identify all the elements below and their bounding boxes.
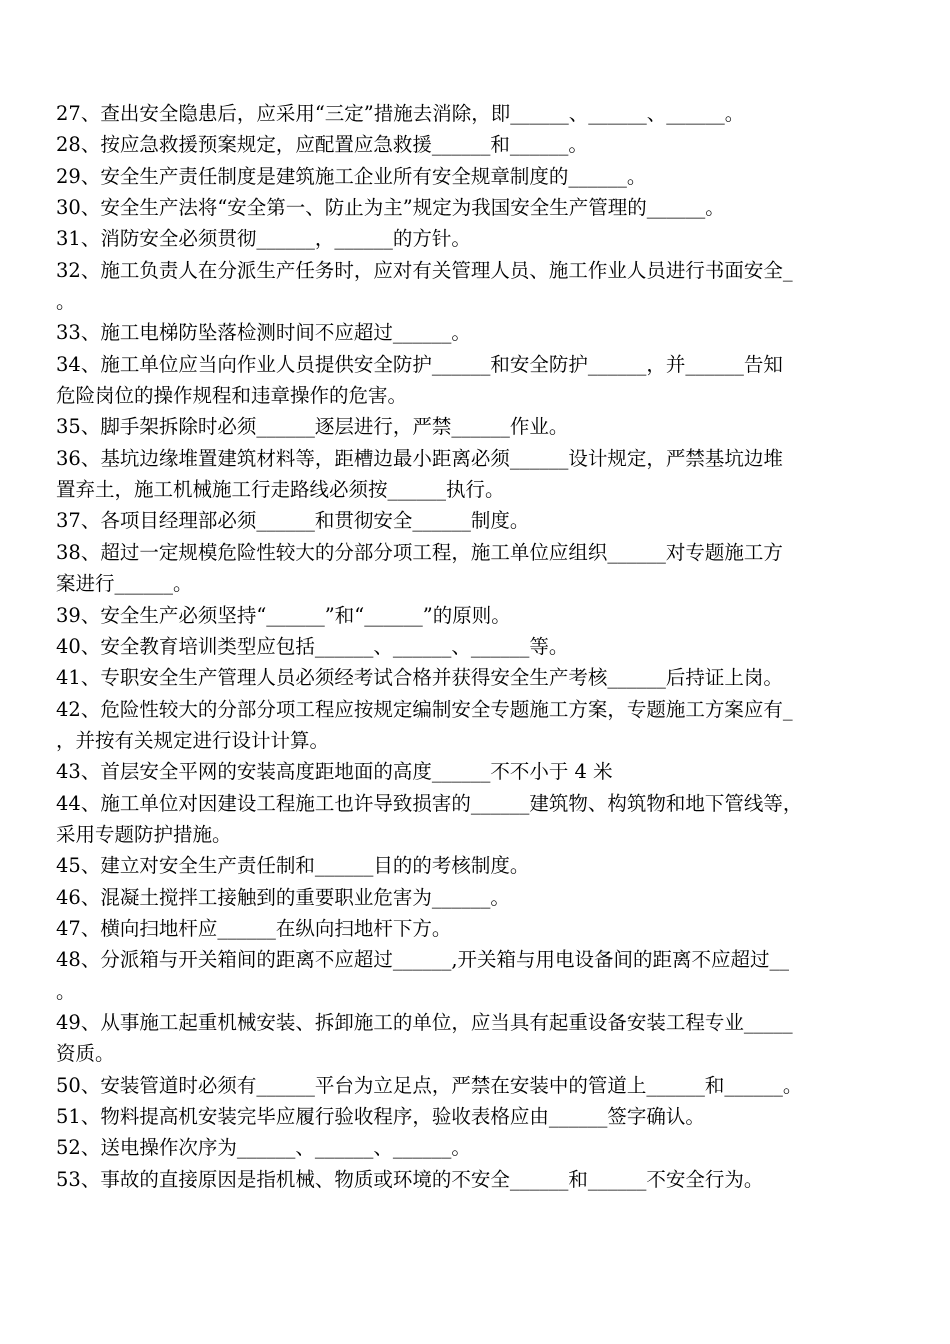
text-line: 资质。 — [56, 1042, 115, 1066]
text-line: 49、从事施工起重机械安装、拆卸施工的单位，应当具有起重设备安装工程专业_____ — [56, 1010, 793, 1034]
text-line: 40、安全教育培训类型应包括______、______、______等。 — [56, 634, 569, 658]
text-line: 32、施工负责人在分派生产任务时，应对有关管理人员、施工作业人员进行书面安全_ — [56, 258, 793, 282]
text-line: 。 — [56, 979, 76, 1003]
text-line: 29、安全生产责任制度是建筑施工企业所有安全规章制度的______。 — [56, 164, 647, 188]
text-line: 30、安全生产法将“安全第一、防止为主”规定为我国安全生产管理的______。 — [56, 196, 725, 220]
text-line: 41、专职安全生产管理人员必须经考试合格并获得安全生产考核______后持证上岗。 — [56, 666, 783, 690]
text-line: 。 — [56, 290, 76, 314]
text-line: 33、施工电梯防坠落检测时间不应超过______。 — [56, 321, 471, 345]
text-line: 38、超过一定规模危险性较大的分部分项工程，施工单位应组织______对专题施工方 — [56, 540, 783, 564]
text-line: 44、施工单位对因建设工程施工也许导致损害的______建筑物、构筑物和地下管线等， — [56, 791, 803, 815]
text-line: 50、安装管道时必须有______平台为立足点，严禁在安装中的管道上______和______。 — [56, 1073, 803, 1097]
text-line: 27、查出安全隐患后，应采用“三定”措施去消除，即______、______、______。 — [56, 102, 745, 125]
document-page — [56, 98, 898, 1195]
text-line: 45、建立对安全生产责任制和______目的的考核制度。 — [56, 854, 530, 878]
text-line: 48、分派箱与开关箱间的距离不应超过______,开关箱与用电设备间的距离不应超过__ — [56, 948, 790, 972]
text-line: 42、危险性较大的分部分项工程应按规定编制安全专题施工方案，专题施工方案应有_ — [56, 697, 793, 721]
text-line: 46、混凝土搅拌工接触到的重要职业危害为______。 — [56, 885, 510, 909]
text-line: 案进行______。 — [56, 572, 193, 596]
text-line: 31、消防安全必须贯彻______，______的方针。 — [56, 227, 471, 251]
text-line: 36、基坑边缘堆置建筑材料等，距槽边最小距离必须______设计规定，严禁基坑边堆 — [56, 446, 783, 470]
text-line: 43、首层安全平网的安装高度距地面的高度______不不小于 4 米 — [56, 760, 613, 784]
text-line: 53、事故的直接原因是指机械、物质或环境的不安全______和______不安全行为。 — [56, 1167, 764, 1191]
text-line: 置弃土，施工机械施工行走路线必须按______执行。 — [56, 478, 505, 502]
text-line: 28、按应急救援预案规定，应配置应急救援______和______。 — [56, 133, 588, 157]
text-line: 51、物料提高机安装完毕应履行验收程序，验收表格应由______签字确认。 — [56, 1105, 705, 1128]
text-line: 37、各项目经理部必须______和贯彻安全______制度。 — [56, 509, 530, 533]
text-line: 危险岗位的操作规程和违章操作的危害。 — [56, 384, 408, 408]
text-line: 39、安全生产必须坚持“______”和“______”的原则。 — [56, 603, 511, 627]
text-line: 35、脚手架拆除时必须______逐层进行，严禁______作业。 — [56, 415, 569, 439]
text-line: ，并按有关规定进行设计计算。 — [56, 728, 330, 752]
text-line: 采用专题防护措施。 — [56, 822, 232, 846]
text-line: 47、横向扫地杆应______在纵向扫地杆下方。 — [56, 916, 452, 940]
text-line: 34、施工单位应当向作业人员提供安全防护______和安全防护______，并______告知 — [56, 352, 783, 376]
text-line: 52、送电操作次序为______、______、______。 — [56, 1136, 471, 1160]
